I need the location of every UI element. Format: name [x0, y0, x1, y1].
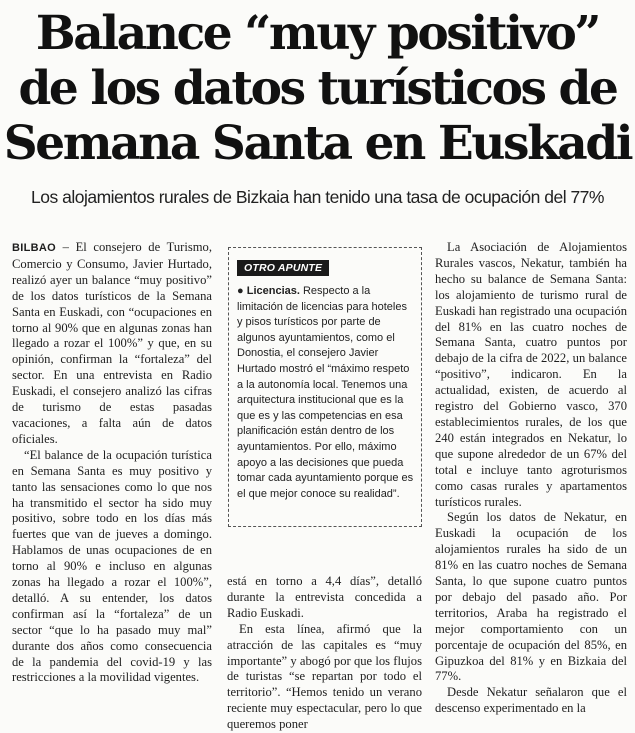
paragraph: Desde Nekatur señalaron que el descenso experimentado en la — [435, 685, 627, 716]
bullet-icon: ● — [237, 285, 244, 297]
paragraph: Según los datos de Nekatur, en Euskadi la ocupación de los alojamientos rurales ha sido de un 81% en las cuatro noches de Semana Santa, lo que supone cuatro puntos por debajo del pasado año. Por territorios, Araba ha registrado el mejor comportamiento con un porcentaje de ocupación del 85%, en Gipuzkoa del 81% y en Bizkaia del 77%. — [435, 510, 627, 684]
headline-line-3: Semana Santa en Euskadi — [3, 116, 632, 171]
paragraph: está en torno a 4,4 días”, detalló durante la entrevista concedida a Radio Euskadi. — [227, 574, 422, 620]
article-column-2 — [227, 574, 422, 733]
lead-text: – El consejero de Turismo, Comercio y Consumo, Javier Hurtado, realizó ayer un balance “muy positivo” de los datos turísticos de la Semana Santa en Euskadi, con “ocupaciones en torno al 90% que en algunas zonas han llegado a rozar el 100%” y que, en su opinión, confirman la “fortaleza” del sector. En una entrevista en Radio Euskadi, el consejero analizó las cifras de turismo de estas pasadas vacaciones, a falta aún de datos oficiales. — [12, 240, 212, 446]
sidebar-box — [228, 247, 422, 527]
lead-paragraph — [12, 240, 212, 448]
box-badge: OTRO APUNTE — [237, 260, 329, 276]
box-text: Respecto a la limitación de licencias para hoteles y pisos turísticos por parte de algunos ayuntamientos, como el Donostia, el consejero Javier Hurtado mostró el “máximo respeto a la autonomía local. Tenemos una arquitectura institucional que es la que es y las competencias en esa planificación están dentro de los ayuntamientos. Por ello, máximo apoyo a las decisiones que pueda tomar cada ayuntamiento porque es el que mejor conoce su realidad”. — [237, 285, 414, 500]
headline-line-2: de los datos turísticos de — [18, 61, 617, 116]
paragraph: “El balance de la ocupación turística en Semana Santa es muy positivo y tanto las sensaciones como lo que nos ha transmitido el sector ha sido muy positivo, sobre todo en los días más fuertes que van de jueves a domingo. Hablamos de unas ocupaciones de en torno al 90% e incluso en algunas zonas ha llegado a rozar el 100%”, detalló. A su entender, los datos confirman así la “fortaleza” de un sector “que lo ha pasado muy mal” durante dos años como consecuencia de la pandemia del covid-19 y las restricciones a la movilidad vigentes. — [12, 447, 212, 685]
dateline: BILBAO — [12, 242, 56, 254]
article-column-3 — [435, 240, 627, 717]
paragraph: En esta línea, afirmó que la atracción de las capitales es “muy importante” y abogó por que los flujos de turistas “se repartan por todo el territorio”. “Hemos tenido un verano reciente muy espectacular, pero lo que queremos poner — [227, 621, 422, 732]
box-label: Licencias. — [246, 285, 300, 297]
headline — [0, 6, 635, 171]
article-column-1 — [12, 240, 212, 686]
box-body — [237, 284, 414, 502]
subheadline: Los alojamientos rurales de Bizkaia han tenido una tasa de ocupación del 77% — [31, 187, 604, 207]
paragraph: La Asociación de Alojamientos Rurales vascos, Nekatur, también ha hecho su balance de Semana Santa: los alojamiento de turismo rural de Euskadi han registrado una ocupación del 81% en las cuatro noches de Semana Santa, cuatro puntos por debajo de la cifra de 2022, un balance “positivo”, indicaron. En la actualidad, existen, de acuerdo al registro del Gobierno vasco, 370 establecimientos rurales, de los que 240 están integrados en Nekatur, lo que supone alrededor de un 67% del total e incluye tanto agroturismos como casas rurales y apartamentos turísticos rurales. — [435, 240, 627, 509]
headline-line-1: Balance “muy positivo” — [35, 6, 600, 61]
